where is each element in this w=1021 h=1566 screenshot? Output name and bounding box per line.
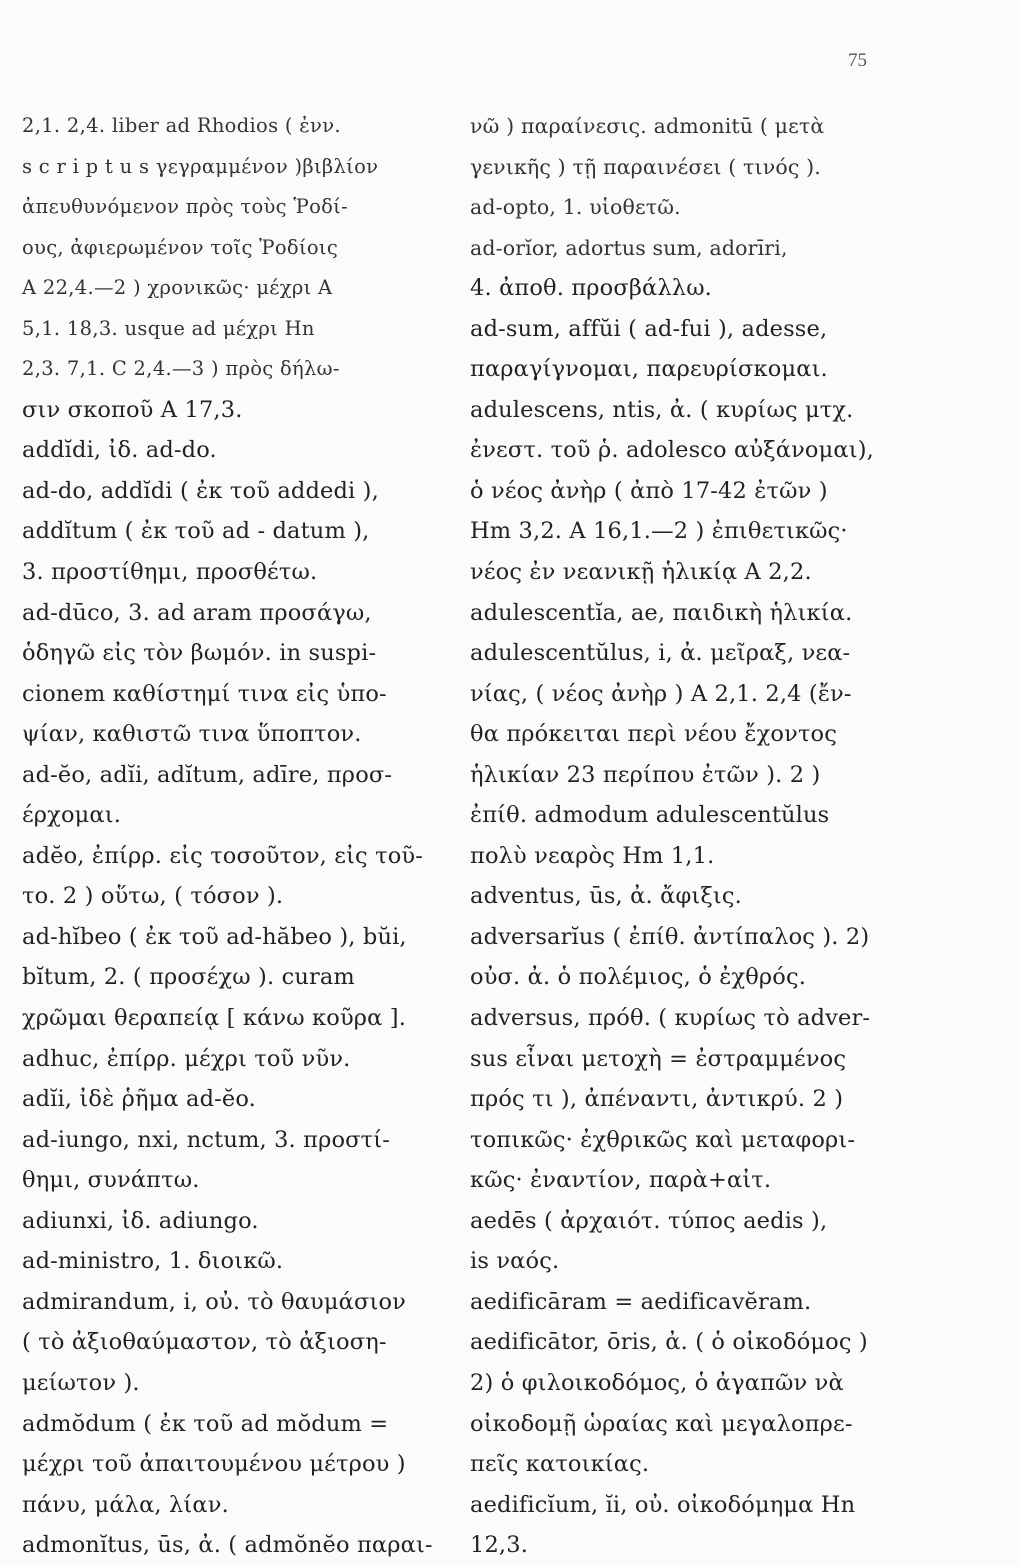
text-line: admŏdum ( ἐκ τοῦ ad mŏdum = <box>22 1410 389 1437</box>
text-line: 2,1. 2,4. liber ad Rhodios ( ἐνν. <box>22 114 341 137</box>
text-line: γενικῆς ) τῇ παραινέσει ( τινός ). <box>470 154 821 179</box>
text-line: ἀπευθυνόμενον πρὸς τοὺς Ῥοδί- <box>22 195 349 219</box>
text-line: 4. ἀποθ. προσβάλλω. <box>470 275 712 302</box>
text-line: sus εἶναι μετοχὴ = ἐστραμμένος <box>470 1045 847 1072</box>
text-line: ψίαν, καθιστῶ τινα ὕποπτον. <box>22 721 362 748</box>
text-line: οἰκοδομῇ ὡραίας καὶ μεγαλοπρε- <box>470 1410 853 1437</box>
text-line: 12,3. <box>470 1532 528 1559</box>
text-line: cionem καθίστημί τινα εἰς ὑπο- <box>22 680 387 707</box>
text-line: 3. προστίθημι, προσθέτω. <box>22 559 318 586</box>
text-line: ἐνεστ. τοῦ ῥ. adolesco αὐξάνομαι), <box>470 437 874 464</box>
text-line: bĭtum, 2. ( προσέχω ). curam <box>22 964 355 991</box>
text-line: πάνυ, μάλα, λίαν. <box>22 1491 229 1518</box>
text-line: 2) ὁ φιλοικοδόμος, ὁ ἀγαπῶν νὰ <box>470 1369 844 1396</box>
text-line: ὁδηγῶ εἰς τὸν βωμόν. in suspi- <box>22 640 377 667</box>
text-line: ad-do, addĭdi ( ἐκ τοῦ addedi ), <box>22 477 379 504</box>
text-line: adventus, ūs, ἀ. ἄφιξις. <box>470 883 742 910</box>
text-line: το. 2 ) οὕτω, ( τόσον ). <box>22 883 284 910</box>
text-line: aedificĭum, ĭi, οὐ. οἰκοδόμημα Hn <box>470 1491 856 1518</box>
text-line: θα πρόκειται περὶ νέου ἔχοντος <box>470 721 837 748</box>
text-line: ἐπίθ. admodum adulescentŭlus <box>470 802 830 829</box>
text-line: adĕo, ἐπίρρ. εἰς τοσοῦτον, εἰς τοῦ- <box>22 842 423 869</box>
text-line: adulescentŭlus, i, ἀ. μεῖραξ, νεα- <box>470 640 851 667</box>
right-column <box>470 106 910 1566</box>
text-line: ad-opto, 1. υἱοθετῶ. <box>470 195 681 220</box>
text-line: έρχομαι. <box>22 802 122 829</box>
text-line: 5,1. 18,3. usque ad μέχρι Hn <box>22 316 315 340</box>
text-line: ους, ἀφιερωμένον τοῖς Ῥοδίοις <box>22 235 339 259</box>
text-line: μέχρι τοῦ ἀπαιτουμένου μέτρου ) <box>22 1451 406 1478</box>
text-line: Hm 3,2. Α 16,1.—2 ) ἐπιθετικῶς· <box>470 518 848 545</box>
page-number: 75 <box>848 50 867 71</box>
text-line: aedificāram = aedificavĕram. <box>470 1288 812 1315</box>
text-line: adhuc, ἐπίρρ. μέχρι τοῦ νῦν. <box>22 1045 351 1072</box>
text-line: ad-hĭbeo ( ἐκ τοῦ ad-hăbeo ), bŭi, <box>22 923 407 950</box>
text-line: πεῖς κατοικίας. <box>470 1451 650 1478</box>
text-line: παραγίγνομαι, παρευρίσκομαι. <box>470 356 828 383</box>
text-line: aedificātor, ōris, ἀ. ( ὁ οἰκοδόμος ) <box>470 1329 868 1356</box>
text-line: νίας, ( νέος ἀνὴρ ) Α 2,1. 2,4 (ἔν- <box>470 680 852 707</box>
text-line: θημι, συνάπτω. <box>22 1167 200 1194</box>
text-line: ad-sum, affŭi ( ad-fui ), adesse, <box>470 315 828 342</box>
text-line: adversus, πρόθ. ( κυρίως τὸ adver- <box>470 1005 871 1032</box>
text-line: πολὺ νεαρὸς Hm 1,1. <box>470 842 715 869</box>
text-line: ad-ministro, 1. διοικῶ. <box>22 1248 284 1275</box>
text-line: 2,3. 7,1. C 2,4.—3 ) πρὸς δήλω- <box>22 357 340 381</box>
text-line: addĭdi, ἰδ. ad-do. <box>22 437 217 464</box>
text-line: ad-ĕo, adĭi, adĭtum, adīre, προσ- <box>22 761 393 788</box>
text-line: adversarĭus ( ἐπίθ. ἀντίπαλος ). 2) <box>470 923 870 950</box>
text-line: adulescentĭa, ae, παιδικὴ ἡλικία. <box>470 599 853 626</box>
text-line: νέος ἐν νεανικῇ ἡλικίᾳ Α 2,2. <box>470 559 812 586</box>
text-line: adĭi, ἰδὲ ῥῆμα ad-ĕo. <box>22 1086 256 1113</box>
text-line: s c r i p t u s γεγραμμένον )βιβλίον <box>22 154 379 178</box>
text-line: ἡλικίαν 23 περίπου ἐτῶν ). 2 ) <box>470 761 821 788</box>
text-line: admirandum, i, οὐ. τὸ θαυμάσιον <box>22 1288 407 1315</box>
text-line: ad-dūco, 3. ad aram προσάγω, <box>22 599 372 626</box>
text-line: τοπικῶς· ἐχθρικῶς καὶ μεταφορι- <box>470 1126 856 1153</box>
text-line: κῶς· ἐναντίον, παρὰ+αἰτ. <box>470 1167 772 1194</box>
text-line: χρῶμαι θεραπείᾳ [ κάνω κοῦρα ]. <box>22 1005 407 1032</box>
text-line: Α 22,4.—2 ) χρονικῶς· μέχρι Α <box>22 276 333 300</box>
text-line: ad-orĭor, adortus sum, adorīri, <box>470 235 788 260</box>
text-line: adulescens, ntis, ἀ. ( κυρίως μτχ. <box>470 396 854 423</box>
text-line: μείωτον ). <box>22 1369 140 1396</box>
text-line: aedēs ( ἀρχαιότ. τύπος aedis ), <box>470 1207 828 1234</box>
text-line: addĭtum ( ἐκ τοῦ ad - datum ), <box>22 518 370 545</box>
text-line: admonĭtus, ūs, ἀ. ( admŏnĕo παραι- <box>22 1532 433 1559</box>
text-line: adiunxi, ἰδ. adiungo. <box>22 1207 259 1234</box>
text-line: ( τὸ ἀξιοθαύμαστον, τὸ ἀξιοση- <box>22 1329 387 1356</box>
text-line: ὁ νέος ἀνὴρ ( ἀπὸ 17-42 ἐτῶν ) <box>470 477 828 504</box>
text-line: is ναός. <box>470 1248 560 1275</box>
text-line: ad-iungo, nxi, nctum, 3. προστί- <box>22 1126 391 1153</box>
left-column <box>22 106 454 1566</box>
text-line: οὐσ. ἀ. ὁ πολέμιος, ὁ ἐχθρός. <box>470 964 807 991</box>
text-line: νῶ ) παραίνεσις. admonitū ( μετὰ <box>470 114 825 138</box>
text-line: σιν σκοποῦ Α 17,3. <box>22 396 243 423</box>
text-line: πρός τι ), ἀπέναντι, ἀντικρύ. 2 ) <box>470 1086 844 1113</box>
